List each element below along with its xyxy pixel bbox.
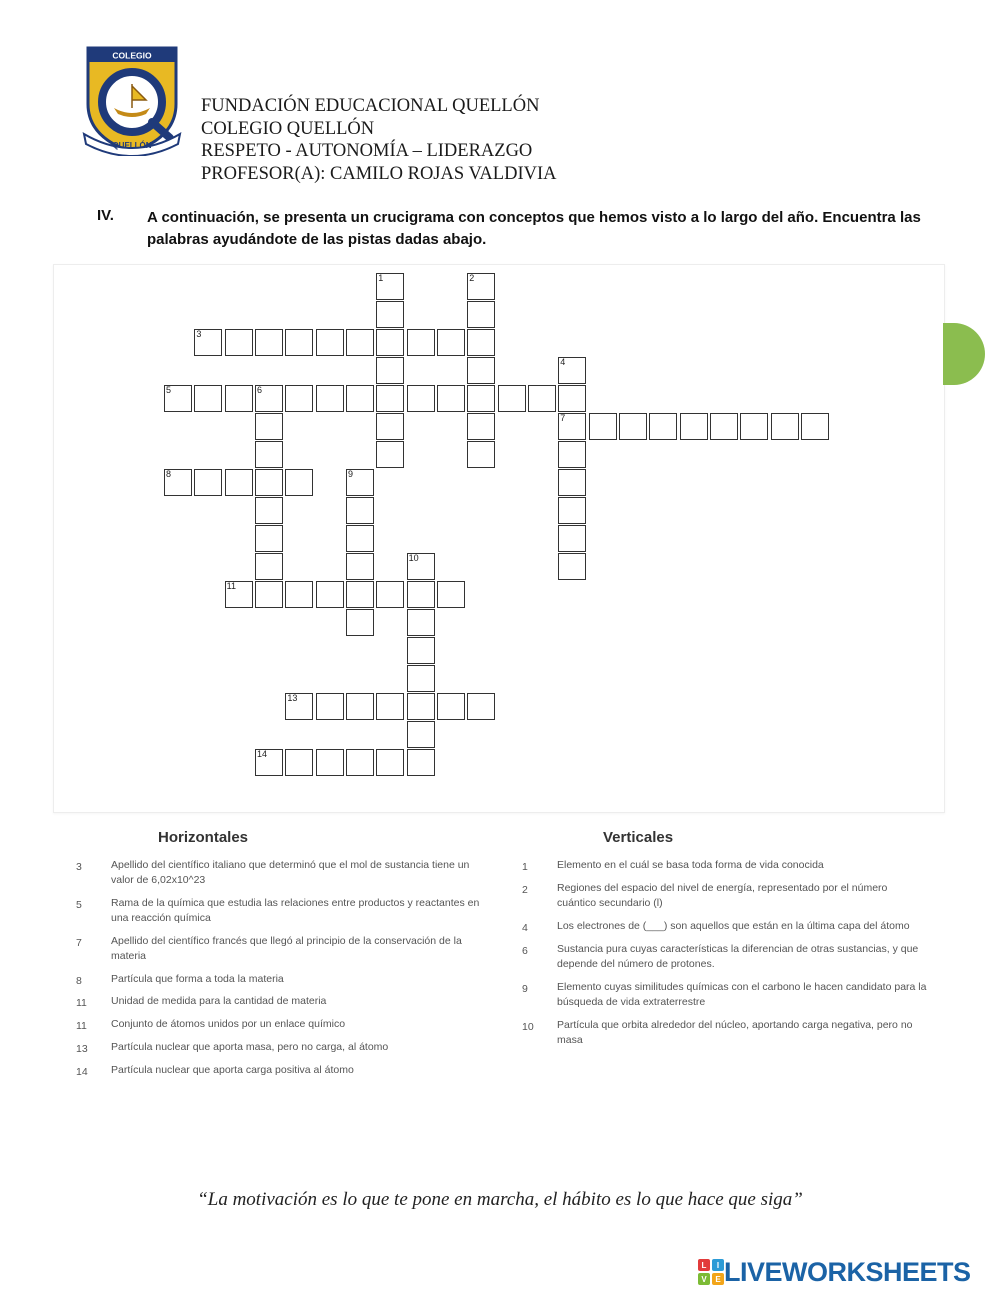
crossword-cell[interactable] [771, 413, 799, 440]
crossword-cell[interactable] [316, 385, 344, 412]
clue-number: 10 [522, 1021, 534, 1033]
crossword-cell[interactable] [285, 385, 313, 412]
crossword-cell[interactable] [467, 441, 495, 468]
crossword-clue-number: 1 [378, 273, 384, 283]
badge-letter: L [701, 1261, 707, 1270]
crossword-cell[interactable] [376, 693, 404, 720]
clue-number: 2 [522, 884, 528, 896]
crossword-cell[interactable] [407, 581, 435, 608]
crossword-cell[interactable] [407, 553, 435, 580]
crossword-cell[interactable] [255, 385, 283, 412]
crossword-cell[interactable] [407, 609, 435, 636]
crossword-cell[interactable] [285, 749, 313, 776]
clue-number: 9 [522, 983, 528, 995]
header-teacher: PROFESOR(A): CAMILO ROJAS VALDIVIA [201, 163, 557, 184]
clue-item [522, 1018, 927, 1050]
crossword-cell[interactable] [740, 413, 768, 440]
crossword-cell[interactable] [528, 385, 556, 412]
header-school: COLEGIO QUELLÓN [201, 118, 375, 139]
crossword-cell[interactable] [710, 413, 738, 440]
clue-text: Los electrones de (___) son aquellos que están en la última capa del átomo [557, 920, 910, 932]
clue-text: Rama de la química que estudia las relaciones entre productos y reactantes en una reacción química [111, 897, 480, 924]
crossword-cell[interactable] [255, 553, 283, 580]
crossword-cell[interactable] [376, 385, 404, 412]
crossword-cell[interactable] [225, 385, 253, 412]
clue-item [522, 881, 927, 913]
crossword-cell[interactable] [558, 413, 586, 440]
crossword-cell[interactable] [255, 469, 283, 496]
crossword-cell[interactable] [164, 469, 192, 496]
clue-text: Partícula nuclear que aporta masa, pero no carga, al átomo [111, 1041, 389, 1053]
crossword-cell[interactable] [346, 693, 374, 720]
crossword-cell[interactable] [285, 329, 313, 356]
crossword-cell[interactable] [316, 581, 344, 608]
crossword-cell[interactable] [437, 581, 465, 608]
clue-number: 3 [76, 861, 82, 873]
liveworksheets-logo [698, 1257, 971, 1287]
clue-number: 4 [522, 922, 528, 934]
clue-number: 13 [76, 1043, 88, 1055]
clue-text: Apellido del científico francés que llegó al principio de la conservación de la materia [111, 935, 462, 962]
crossword-cell[interactable] [255, 525, 283, 552]
crossword-panel [53, 264, 945, 813]
clue-text: Regiones del espacio del nivel de energía, representado por el número cuántico secundario (l) [557, 882, 888, 909]
crossword-cell[interactable] [194, 329, 222, 356]
crossword-cell[interactable] [407, 385, 435, 412]
header-values: RESPETO - AUTONOMÍA – LIDERAZGO [201, 141, 533, 161]
side-tab[interactable] [943, 323, 985, 385]
crossword-cell[interactable] [407, 329, 435, 356]
crossword-clue-number: 14 [256, 749, 267, 759]
clue-item [76, 934, 481, 966]
crossword-cell[interactable] [407, 665, 435, 692]
clue-number: 8 [76, 975, 82, 987]
crossword-cell[interactable] [346, 609, 374, 636]
crossword-cell[interactable] [558, 441, 586, 468]
crossword-cell[interactable] [316, 329, 344, 356]
crossword-cell[interactable] [467, 413, 495, 440]
crossword-cell[interactable] [558, 469, 586, 496]
clue-number: 11 [76, 997, 87, 1009]
crossword-cell[interactable] [285, 693, 313, 720]
crossword-cell[interactable] [407, 693, 435, 720]
crossword-cell[interactable] [680, 413, 708, 440]
crossword-cell[interactable] [467, 301, 495, 328]
crossword-cell[interactable] [255, 581, 283, 608]
logo-top-text: COLEGIO [112, 50, 152, 61]
clue-number: 5 [76, 899, 82, 911]
section-number: IV. [97, 207, 114, 224]
crossword-cell[interactable] [346, 553, 374, 580]
crossword-cell[interactable] [316, 693, 344, 720]
crossword-cell[interactable] [498, 385, 526, 412]
vertical-clues-title: Verticales [603, 829, 674, 846]
crossword-cell[interactable] [255, 441, 283, 468]
crossword-cell[interactable] [376, 273, 404, 300]
clue-number: 11 [76, 1020, 87, 1032]
crossword-cell[interactable] [376, 329, 404, 356]
motivational-quote: “La motivación es lo que te pone en marcha, el hábito es lo que hace que siga” [197, 1189, 803, 1210]
crossword-cell[interactable] [558, 525, 586, 552]
clue-item [522, 980, 927, 1012]
crossword-clue-number: 6 [256, 385, 262, 395]
crossword-cell[interactable] [255, 497, 283, 524]
crossword-cell[interactable] [376, 357, 404, 384]
clue-text: Elemento cuyas similitudes químicas con el carbono le hacen candidato para la búsqueda de vida extraterrestre [557, 981, 927, 1008]
clue-text: Partícula que forma a toda la materia [111, 973, 284, 985]
crossword-cell[interactable] [407, 637, 435, 664]
clue-text: Sustancia pura cuyas características la diferencian de otras sustancias, y que depende del número de protones. [557, 943, 919, 970]
crossword-clue-number: 8 [166, 469, 172, 479]
crossword-cell[interactable] [558, 385, 586, 412]
section-instructions: A continuación, se presenta un crucigrama con conceptos que hemos visto a lo largo del año. Encuentra las palabras ayudándote de las pistas dadas abajo. [147, 209, 921, 248]
clue-text: Partícula nuclear que aporta carga positiva al átomo [111, 1064, 354, 1076]
crossword-cell[interactable] [801, 413, 829, 440]
badge-letter: E [715, 1275, 721, 1284]
crossword-cell[interactable] [346, 525, 374, 552]
crossword-cell[interactable] [285, 469, 313, 496]
crossword-cell[interactable] [619, 413, 647, 440]
crossword-cell[interactable] [255, 413, 283, 440]
clue-item [522, 942, 927, 974]
clue-item [76, 1063, 481, 1095]
crossword-cell[interactable] [346, 329, 374, 356]
crossword-cell[interactable] [346, 469, 374, 496]
badge-letter: V [701, 1275, 707, 1284]
clue-text: Elemento en el cuál se basa toda forma de vida conocida [557, 859, 824, 871]
liveworksheets-brand: LIVEWORKSHEETS [724, 1256, 971, 1287]
crossword-cell[interactable] [437, 385, 465, 412]
crossword-cell[interactable] [467, 693, 495, 720]
crossword-clue-number: 4 [560, 357, 566, 367]
crossword-cell[interactable] [346, 497, 374, 524]
crossword-cell[interactable] [467, 273, 495, 300]
clue-number: 14 [76, 1066, 88, 1078]
crossword-cell[interactable] [164, 385, 192, 412]
clue-number: 6 [522, 945, 528, 957]
crossword-clue-number: 3 [196, 329, 202, 339]
clue-text: Partícula que orbita alrededor del núcleo, aportando carga negativa, pero no masa [557, 1019, 913, 1046]
crossword-clue-number: 2 [469, 273, 475, 283]
header-lines [201, 95, 556, 185]
crossword-cell[interactable] [407, 749, 435, 776]
clue-item [76, 896, 481, 928]
crossword-clue-number: 11 [226, 581, 236, 591]
crossword-cell[interactable] [376, 441, 404, 468]
crossword-cell[interactable] [467, 385, 495, 412]
badge-letter: I [716, 1261, 720, 1270]
crossword-cell[interactable] [346, 749, 374, 776]
crossword-cell[interactable] [467, 357, 495, 384]
crossword-cell[interactable] [558, 553, 586, 580]
crossword-cell[interactable] [346, 581, 374, 608]
header-foundation: FUNDACIÓN EDUCACIONAL QUELLÓN [201, 96, 540, 116]
crossword-cell[interactable] [255, 749, 283, 776]
clue-text: Unidad de medida para la cantidad de materia [111, 995, 327, 1007]
crossword-clue-number: 10 [408, 553, 419, 563]
crossword-cell[interactable] [194, 469, 222, 496]
crossword-cell[interactable] [346, 385, 374, 412]
crossword-cell[interactable] [255, 329, 283, 356]
clue-number: 7 [76, 937, 82, 949]
clue-number: 1 [522, 861, 528, 873]
crossword-cell[interactable] [437, 329, 465, 356]
crossword-clue-number: 9 [347, 469, 353, 479]
crossword-cell[interactable] [649, 413, 677, 440]
crossword-cell[interactable] [376, 749, 404, 776]
crossword-cell[interactable] [376, 581, 404, 608]
crossword-cell[interactable] [316, 749, 344, 776]
crossword-clue-number: 7 [560, 413, 566, 423]
crossword-cell[interactable] [225, 581, 253, 608]
live-badge-icon [698, 1259, 724, 1285]
crossword-cell[interactable] [225, 469, 253, 496]
crossword-cell[interactable] [558, 497, 586, 524]
clue-item [76, 858, 481, 890]
crossword-clue-number: 5 [166, 385, 172, 395]
logo-bottom-text: QUELLÓN [112, 141, 152, 150]
crossword-clue-number: 13 [287, 693, 298, 703]
crossword-cell[interactable] [558, 357, 586, 384]
crossword-cell[interactable] [437, 693, 465, 720]
crossword-cell[interactable] [194, 385, 222, 412]
crossword-cell[interactable] [285, 581, 313, 608]
clue-text: Conjunto de átomos unidos por un enlace químico [111, 1018, 346, 1030]
crossword-cell[interactable] [376, 413, 404, 440]
crossword-cell[interactable] [407, 721, 435, 748]
crossword-cell[interactable] [225, 329, 253, 356]
horizontal-clues-title: Horizontales [158, 829, 249, 846]
crossword-cell[interactable] [467, 329, 495, 356]
crossword-cell[interactable] [376, 301, 404, 328]
clue-text: Apellido del científico italiano que determinó que el mol de sustancia tiene un valor de 6,02x10^23 [111, 859, 470, 886]
crossword-cell[interactable] [589, 413, 617, 440]
school-logo [80, 44, 184, 156]
